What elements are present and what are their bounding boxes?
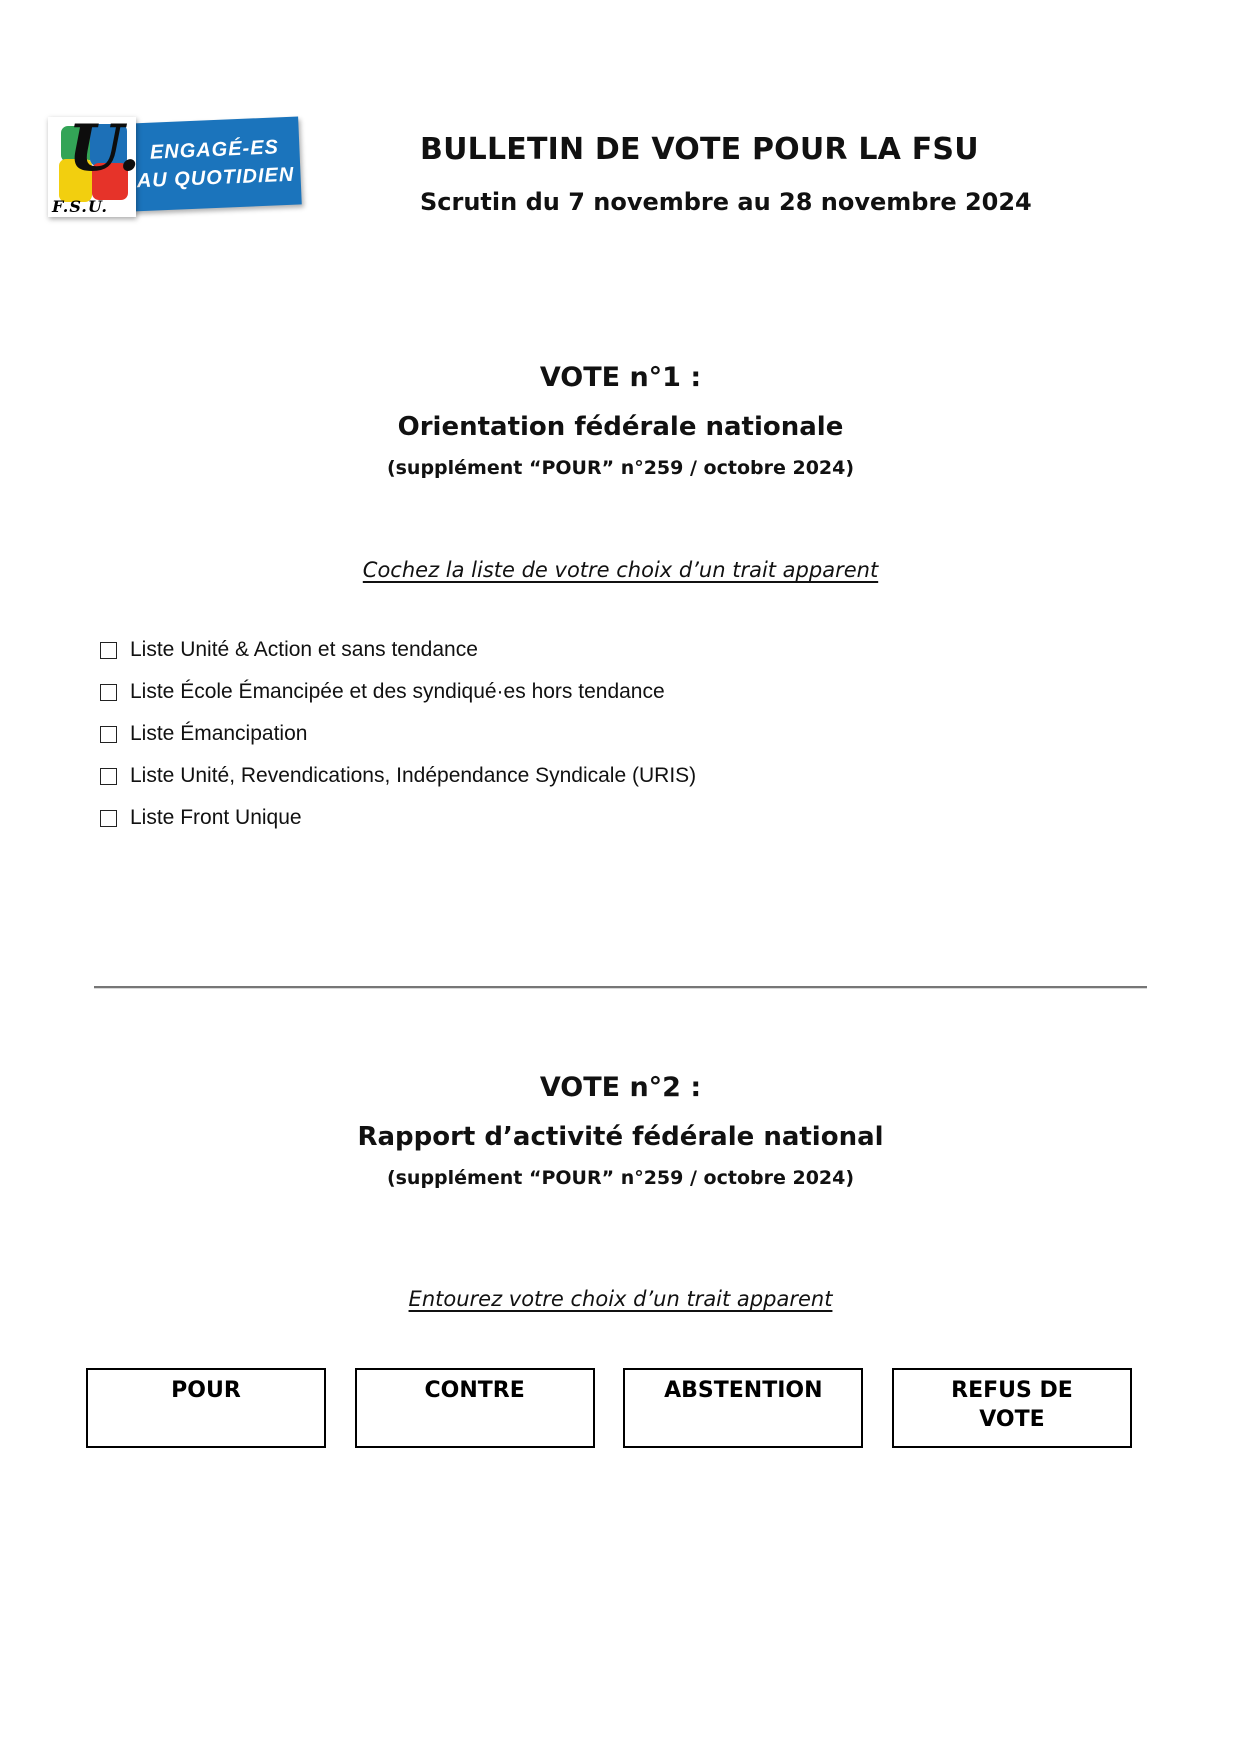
- checkbox-icon[interactable]: [100, 642, 117, 659]
- option-unite-action: [100, 638, 696, 662]
- fsu-caption: F.S.U.: [52, 197, 108, 216]
- fsu-engage-banner: [128, 116, 302, 211]
- fsu-u-letter: U.: [68, 111, 141, 186]
- option-label: Liste Front Unique: [130, 806, 302, 829]
- vote1-subheading: Orientation fédérale nationale: [397, 412, 844, 442]
- header: [48, 112, 1032, 224]
- option-front-unique: [100, 806, 696, 830]
- choice-label: ABSTENTION: [664, 1378, 823, 1403]
- page-title: BULLETIN DE VOTE POUR LA FSU: [420, 132, 979, 167]
- page-subtitle: Scrutin du 7 novembre au 28 novembre 2024: [420, 188, 1032, 216]
- checkbox-icon[interactable]: [100, 810, 117, 827]
- choice-box-contre[interactable]: [355, 1368, 595, 1448]
- vote2-choice-row: [86, 1368, 1132, 1448]
- option-emancipation: [100, 722, 696, 746]
- vote1-option-list: [100, 638, 696, 848]
- fsu-logo: [48, 112, 300, 224]
- vote1-supplement: (supplément “POUR” n°259 / octobre 2024): [386, 457, 855, 479]
- vote2-instruction: Entourez votre choix d’un trait apparent: [408, 1287, 833, 1311]
- choice-box-pour[interactable]: [86, 1368, 326, 1448]
- choice-label: POUR: [171, 1378, 241, 1403]
- checkbox-icon[interactable]: [100, 768, 117, 785]
- choice-box-refus-de-vote[interactable]: [892, 1368, 1132, 1448]
- banner-line-1: ENGAGÉ-ES: [149, 135, 280, 164]
- section-divider: [94, 986, 1147, 989]
- title-block: [420, 112, 1032, 224]
- option-label: Liste Unité & Action et sans tendance: [130, 638, 478, 661]
- banner-line-2: AU QUOTIDIEN: [136, 163, 295, 192]
- vote2-heading: VOTE n°2 :: [539, 1072, 702, 1103]
- option-label: Liste Émancipation: [130, 722, 308, 745]
- fsu-logo-card: [48, 111, 141, 217]
- option-label: Liste École Émancipée et des syndiqué·es hors tendance: [130, 680, 665, 703]
- checkbox-icon[interactable]: [100, 684, 117, 701]
- checkbox-icon[interactable]: [100, 726, 117, 743]
- option-uris: [100, 764, 696, 788]
- choice-label: REFUS DE VOTE: [951, 1378, 1073, 1432]
- choice-box-abstention[interactable]: [623, 1368, 863, 1448]
- vote2-supplement: (supplément “POUR” n°259 / octobre 2024): [386, 1167, 855, 1189]
- vote2-subheading: Rapport d’activité fédérale national: [357, 1122, 884, 1152]
- vote1-instruction: Cochez la liste de votre choix d’un trait apparent: [362, 558, 879, 582]
- option-ecole-emancipee: [100, 680, 696, 704]
- option-label: Liste Unité, Revendications, Indépendance Syndicale (URIS): [130, 764, 697, 787]
- vote1-heading: VOTE n°1 :: [539, 362, 702, 393]
- choice-label: CONTRE: [424, 1378, 525, 1403]
